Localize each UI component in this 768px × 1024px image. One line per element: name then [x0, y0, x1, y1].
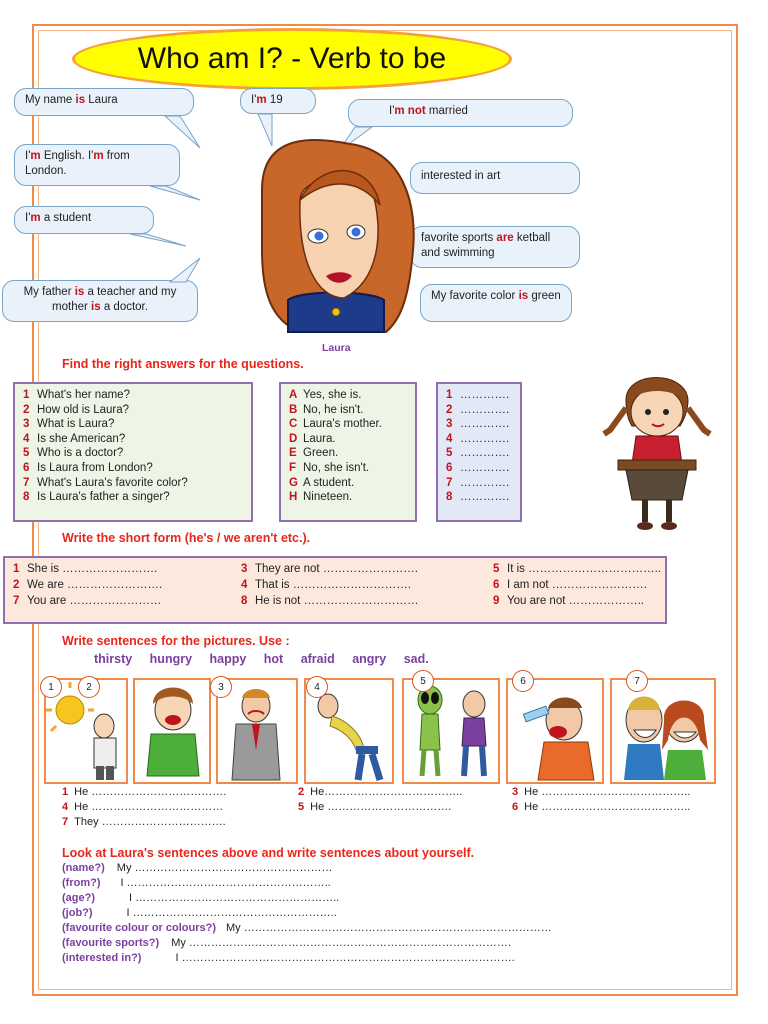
answer-blank[interactable]: 7 ………….	[446, 476, 510, 489]
list-item: H Nineteen.	[289, 491, 353, 504]
short-form-item[interactable]: 5 It is ……………………………..	[493, 563, 661, 575]
bubble-student: I'm a student	[14, 206, 154, 234]
list-item: 7 What's Laura's favorite color?	[23, 476, 188, 489]
section4-heading: Look at Laura's sentences above and write sentences about yourself.	[62, 846, 475, 860]
list-item: G A student.	[289, 476, 355, 489]
answer-blank[interactable]: 6 ………….	[446, 461, 510, 474]
sentence-line[interactable]: 4 He ………………………………	[62, 801, 224, 813]
picture-happy	[610, 678, 716, 784]
about-row[interactable]: (favourite colour or colours?) My …………………………………………………………………………	[62, 922, 552, 934]
sentence-line[interactable]: 5 He …………………………….	[298, 801, 452, 813]
section2-heading: Write the short form (he's / we aren't etc.).	[62, 531, 311, 545]
picture-number: 3	[210, 676, 232, 698]
bubble-married: I'm not married	[348, 99, 573, 127]
short-form-item[interactable]: 9 You are not ………………..	[493, 595, 644, 607]
short-form-box	[3, 556, 667, 624]
picture-number: 4	[306, 676, 328, 698]
list-item: F No, she isn't.	[289, 461, 370, 474]
laura-caption: Laura	[322, 342, 351, 354]
answers-box	[279, 382, 417, 522]
list-item: E Green.	[289, 447, 339, 460]
about-row[interactable]: (interested in?) I ……………………………………………………………………………….	[62, 952, 515, 964]
picture-thirsty-drinking	[506, 678, 604, 784]
answer-blank[interactable]: 8 ………….	[446, 491, 510, 504]
questions-box	[13, 382, 253, 522]
section1-heading: Find the right answers for the questions.	[62, 357, 304, 371]
bubble-age: I'm 19	[240, 88, 316, 114]
bubble-sports: favorite sports are ketball and swimming	[410, 226, 580, 268]
about-row[interactable]: (age?) I ………………………………………………..	[62, 892, 340, 904]
page-title: Who am I? - Verb to be	[72, 28, 512, 90]
list-item: 1 What's her name?	[23, 389, 130, 401]
short-form-item[interactable]: 4 That is ………………………….	[241, 579, 411, 591]
short-form-item[interactable]: 7 You are ……………………	[13, 595, 162, 607]
answer-blank[interactable]: 1 ………….	[446, 389, 510, 401]
about-row[interactable]: (from?) I ………………………………………………..	[62, 877, 331, 889]
picture-hungry	[133, 678, 211, 784]
bubble-father: My father is a teacher and my mother is a doctor.	[2, 280, 198, 322]
list-item: 2 How old is Laura?	[23, 403, 130, 416]
about-row[interactable]: (job?) I ………………………………………………..	[62, 907, 337, 919]
sentence-line[interactable]: 3 He …………………………………..	[512, 786, 691, 798]
short-form-item[interactable]: 3 They are not …………………….	[241, 563, 418, 575]
about-row[interactable]: (name?) My ………………………………………………	[62, 862, 333, 874]
short-form-item[interactable]: 1 She is …………………….	[13, 563, 158, 575]
list-item: 8 Is Laura's father a singer?	[23, 491, 170, 504]
girl-illustration	[596, 360, 726, 540]
list-item: D Laura.	[289, 432, 336, 445]
short-form-item[interactable]: 2 We are …………………….	[13, 579, 163, 591]
answer-blank[interactable]: 3 ………….	[446, 418, 510, 431]
list-item: C Laura's mother.	[289, 418, 382, 431]
sentence-line[interactable]: 6 He …………………………………..	[512, 801, 691, 813]
picture-number: 2	[78, 676, 100, 698]
picture-number: 7	[626, 670, 648, 692]
bubble-color: My favorite color is green	[420, 284, 572, 322]
list-item: 3 What is Laura?	[23, 418, 115, 431]
sentence-line[interactable]: 7 They …………………………….	[62, 816, 226, 828]
list-item: A Yes, she is.	[289, 389, 362, 401]
list-item: 5 Who is a doctor?	[23, 447, 124, 460]
bubble-name: My name is Laura	[14, 88, 194, 116]
sentence-line[interactable]: 1 He ……………………………….	[62, 786, 227, 798]
word-bank: thirsty hungry happy hot afraid angry sad.	[94, 652, 429, 666]
picture-number: 6	[512, 670, 534, 692]
picture-afraid	[402, 678, 500, 784]
picture-number: 1	[40, 676, 62, 698]
list-item: 4 Is she American?	[23, 432, 126, 445]
sentence-line[interactable]: 2 He………………………………..	[298, 786, 463, 798]
about-row[interactable]: (favourite sports?) My …………………………………………………………………………….	[62, 937, 511, 949]
answer-blank[interactable]: 4 ………….	[446, 432, 510, 445]
picture-number: 5	[412, 670, 434, 692]
short-form-item[interactable]: 6 I am not …………………….	[493, 579, 647, 591]
answer-blank[interactable]: 5 ………….	[446, 447, 510, 460]
bubble-english: I'm English. I'm from London.	[14, 144, 180, 186]
answer-blank[interactable]: 2 ………….	[446, 403, 510, 416]
list-item: B No, he isn't.	[289, 403, 364, 416]
list-item: 6 Is Laura from London?	[23, 461, 153, 474]
blanks-box	[436, 382, 522, 522]
bubble-art: interested in art	[410, 162, 580, 194]
section3-heading: Write sentences for the pictures. Use :	[62, 634, 290, 648]
short-form-item[interactable]: 8 He is not …………………………	[241, 595, 419, 607]
